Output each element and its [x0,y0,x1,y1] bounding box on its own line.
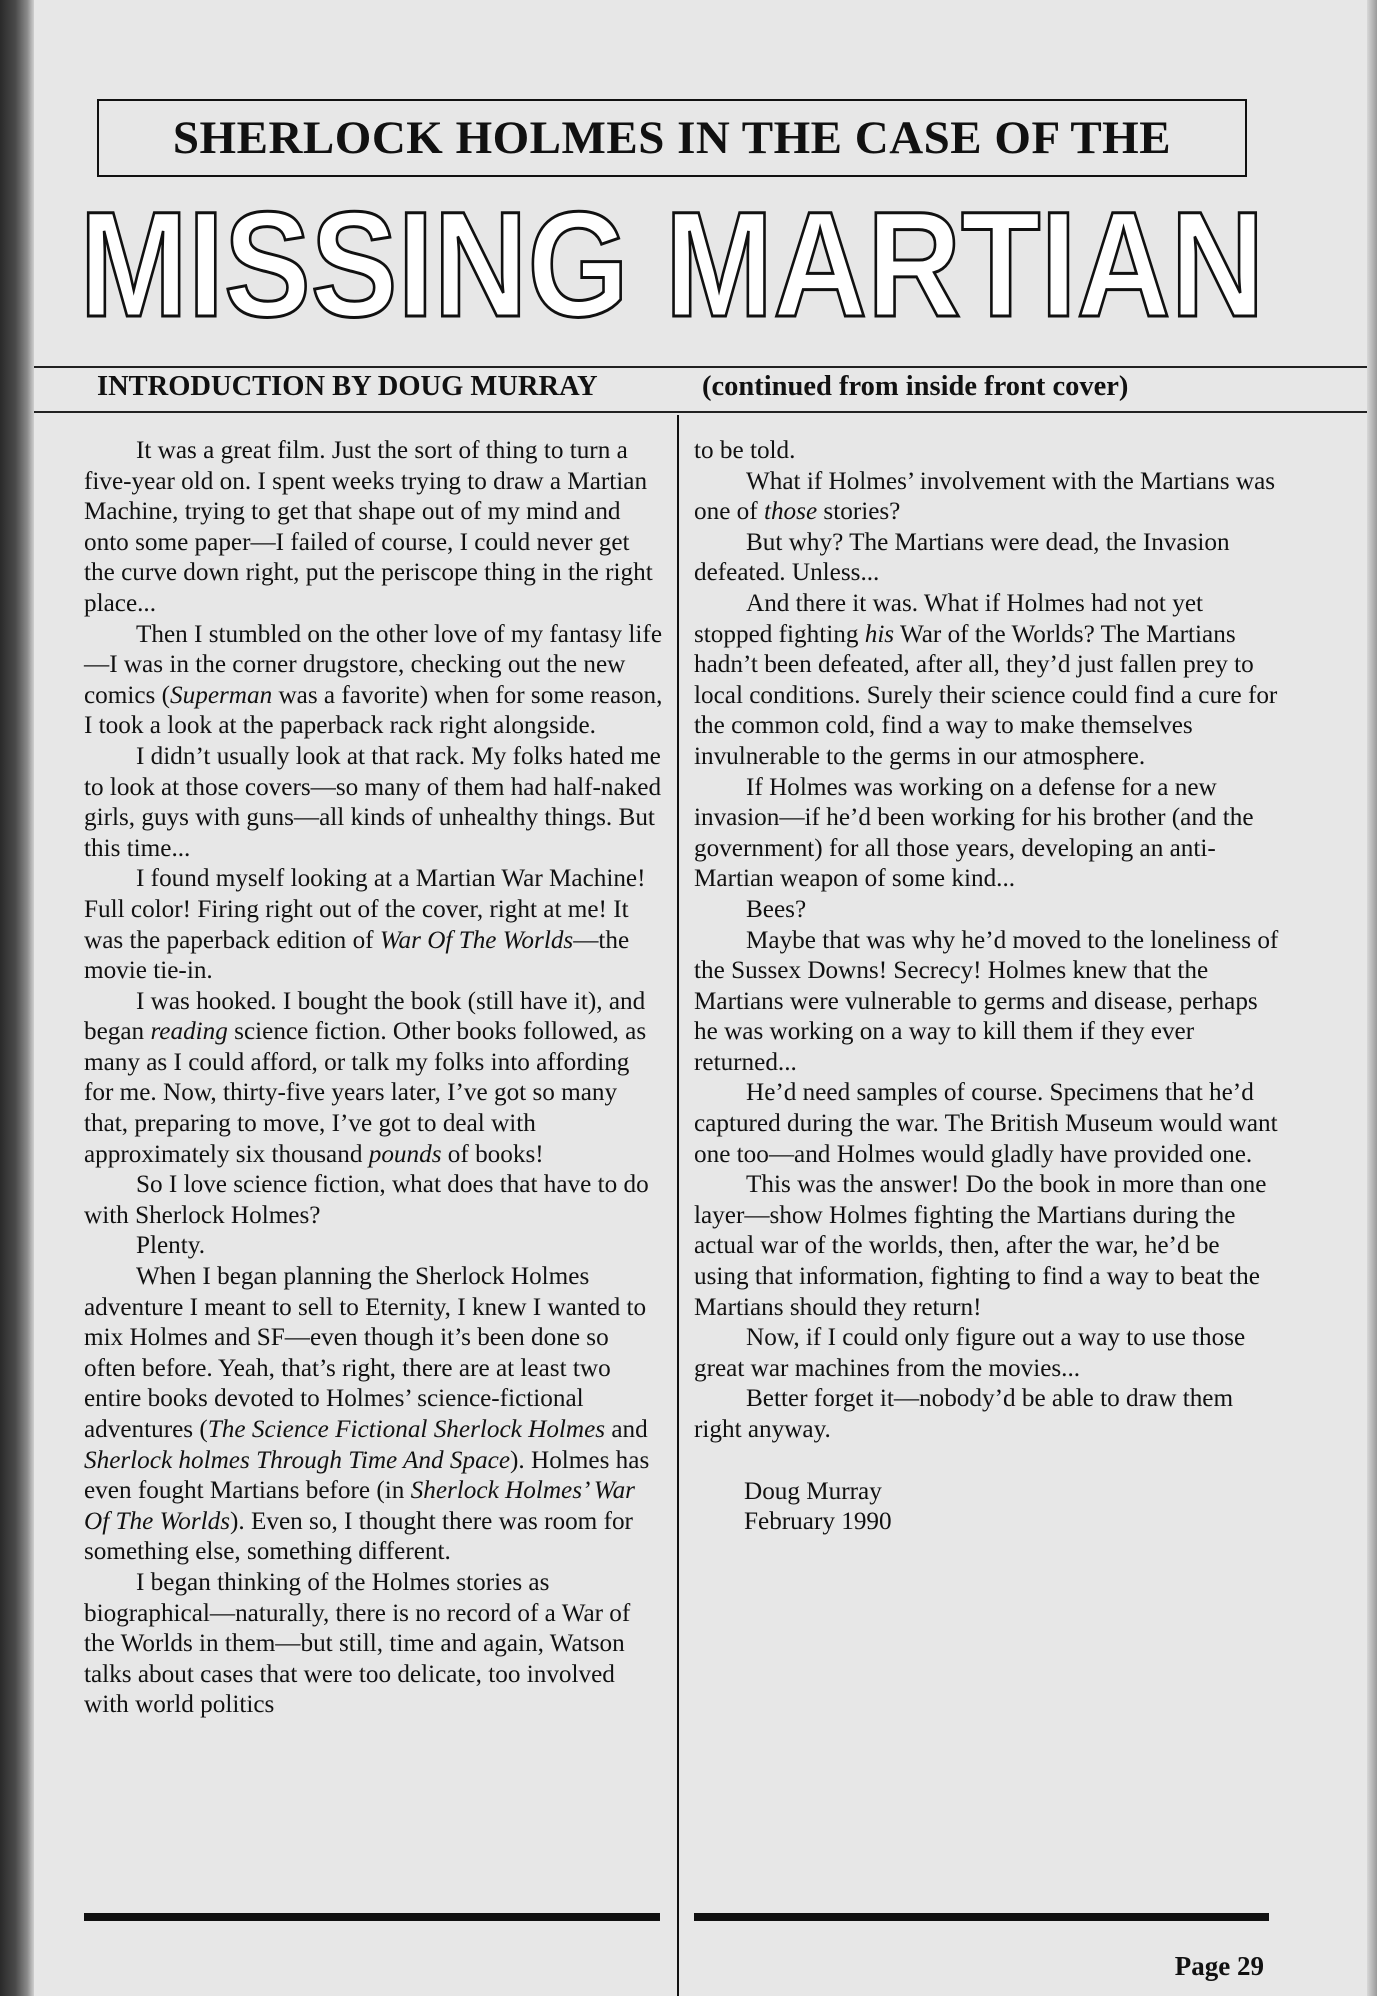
paragraph [694,926,1279,1079]
text-run: But why? The Martians were dead, the Invasion defeated. Unless... [694,528,1230,587]
text-run: of books! [441,1140,544,1168]
text-run: Better forget it—nobody’d be able to draw them right anyway. [694,1385,1234,1443]
paragraph [694,528,1279,589]
text-run: Maybe that was why he’d moved to the loneliness of the Sussex Downs! Secrecy! Holmes knew that the Martians were vulnerable to germs and disease, perhaps he was working on a way to kill them if they ever returned... [694,926,1279,1076]
text-run: And there it was. What if Holmes had not yet stopped fighting [694,589,1204,648]
page-binding-shadow [0,0,34,1996]
text-run: ). Even so, I thought there was room for something else, something different. [84,1507,633,1566]
paragraph [84,1262,664,1568]
text-run: I began thinking of the Holmes stories as biographical—naturally, there is no record of a War of the Worlds in them—but still, time and again, Watson talks about cases that were too delicate, too involved with world politics [84,1568,631,1719]
header-rule-bottom [34,411,1367,413]
italic-title: his [864,620,895,648]
paragraph [694,1078,1279,1170]
italic-title: Sherlock Holmes’ War Of The Worlds [84,1477,635,1535]
text-run: I found myself looking at a Martian War Machine! Full color! Firing right out of the cover, right at me! It was the paperback edition of [84,865,646,954]
italic-title: Sherlock holmes Through Time And Space [84,1446,511,1474]
italic-title: The Science Fictional Sherlock Holmes [207,1416,606,1443]
missing-martian-logo [75,180,1270,348]
right-column [694,436,1279,1538]
paragraph [84,987,664,1171]
italic-title: reading [150,1018,228,1046]
text-run: War of the Worlds? The Martians hadn’t been defeated, after all, they’d just fallen prey to local conditions. Surely their science could find a cure for the common cold, find a way to make themselves invulnerable to the germs in our atmosphere. [694,620,1278,770]
paragraph [694,773,1279,895]
italic-title: Superman [170,681,273,709]
page-edge-shadow [1367,0,1377,1996]
right-column-end-bar [694,1913,1269,1921]
paragraph [84,1170,664,1231]
text-run: What if Holmes’ involvement with the Martians was one of [694,467,1276,526]
text-run: Plenty. [136,1232,206,1260]
italic-title: those [763,498,818,526]
text-run: —the movie tie-in. [84,926,630,985]
paragraph [694,589,1279,773]
text-run: stories? [817,498,901,526]
text-run: was a favorite) when for some reason, I took a look at the paperback rack right alongside. [84,681,663,740]
paragraph [84,742,664,864]
text-run: I was hooked. I bought the book (still have it), and began [84,987,646,1046]
paragraph [694,1323,1279,1384]
text-run: If Holmes was working on a defense for a new invasion—if he’d been working for his brother (and the government) for all those years, developing an anti-Martian weapon of some kind... [694,773,1254,893]
text-run: He’d need samples of course. Specimens that he’d captured during the war. The British Museum would want one too—and Holmes would gladly have provided one. [694,1079,1278,1168]
supertitle: SHERLOCK HOLMES IN THE CASE OF THE [172,112,1172,164]
text-run: This was the answer! Do the book in more than one layer—show Holmes fighting the Martians during the actual war of the worlds, then, after the war, he’d be using that information, fighting to find a way to beat the Martians should they return! [694,1171,1267,1321]
paragraph [694,1170,1279,1323]
logo-text: MISSING MARTIAN [79,180,1265,348]
text-run: When I began planning the Sherlock Holmes adventure I meant to sell to Eternity, I knew I wanted to mix Holmes and SF—even though it’s been done so often before. Yeah, that’s right, there are at least two entire books devoted to Holmes’ science-fictional adventures ( [84,1263,647,1443]
text-run: Then I stumbled on the other love of my fantasy life—I was in the corner drugstore, checking out the new comics ( [84,620,662,709]
signature-date: February 1990 [744,1508,892,1536]
left-column-end-bar [84,1913,660,1921]
signature-name: Doug Murray [744,1477,882,1505]
italic-title: War Of The Worlds [379,926,574,954]
page-number: Page 29 [1174,1951,1264,1981]
header-rule-top [34,366,1367,368]
title-box [97,99,1247,177]
paragraph [84,436,664,620]
paragraph [694,1384,1279,1445]
text-run: to be told. [694,437,796,464]
paragraph [694,467,1279,528]
paragraph [84,864,664,986]
left-column [84,436,664,1721]
paragraph [84,620,664,742]
column-divider [677,415,679,1996]
text-run: So I love science fiction, what does that have to do with Sherlock Holmes? [84,1171,649,1229]
continued-note: (continued from inside front cover) [702,371,1129,402]
text-run: and [605,1416,648,1443]
paragraph [694,895,1279,926]
text-run: science fiction. Other books followed, as many as I could afford, or talk my folks into affording for me. Now, thirty-five years later, I’ve got so many that, preparing to move, I’ve got to deal with approximately six thousand [84,1018,647,1168]
text-run: Now, if I could only figure out a way to use those great war machines from the movies... [694,1324,1246,1382]
text-run: ). Holmes has even fought Martians before (in [84,1446,650,1505]
italic-title: pounds [368,1140,442,1168]
byline: INTRODUCTION BY DOUG MURRAY [97,371,598,402]
paragraph [84,1568,664,1721]
paragraph [84,1231,664,1262]
text-run: Bees? [746,895,807,923]
paragraph [694,436,1279,467]
text-run: I didn’t usually look at that rack. My folks hated me to look at those covers—so many of them had half-naked girls, guys with guns—all kinds of unhealthy things. But this time... [84,742,662,862]
text-run: It was a great film. Just the sort of thing to turn a five-year old on. I spent weeks trying to draw a Martian Machine, trying to get that shape out of my mind and onto some paper—I failed of course, I could never get the curve down right, put the periscope thing in the right place... [84,437,653,617]
